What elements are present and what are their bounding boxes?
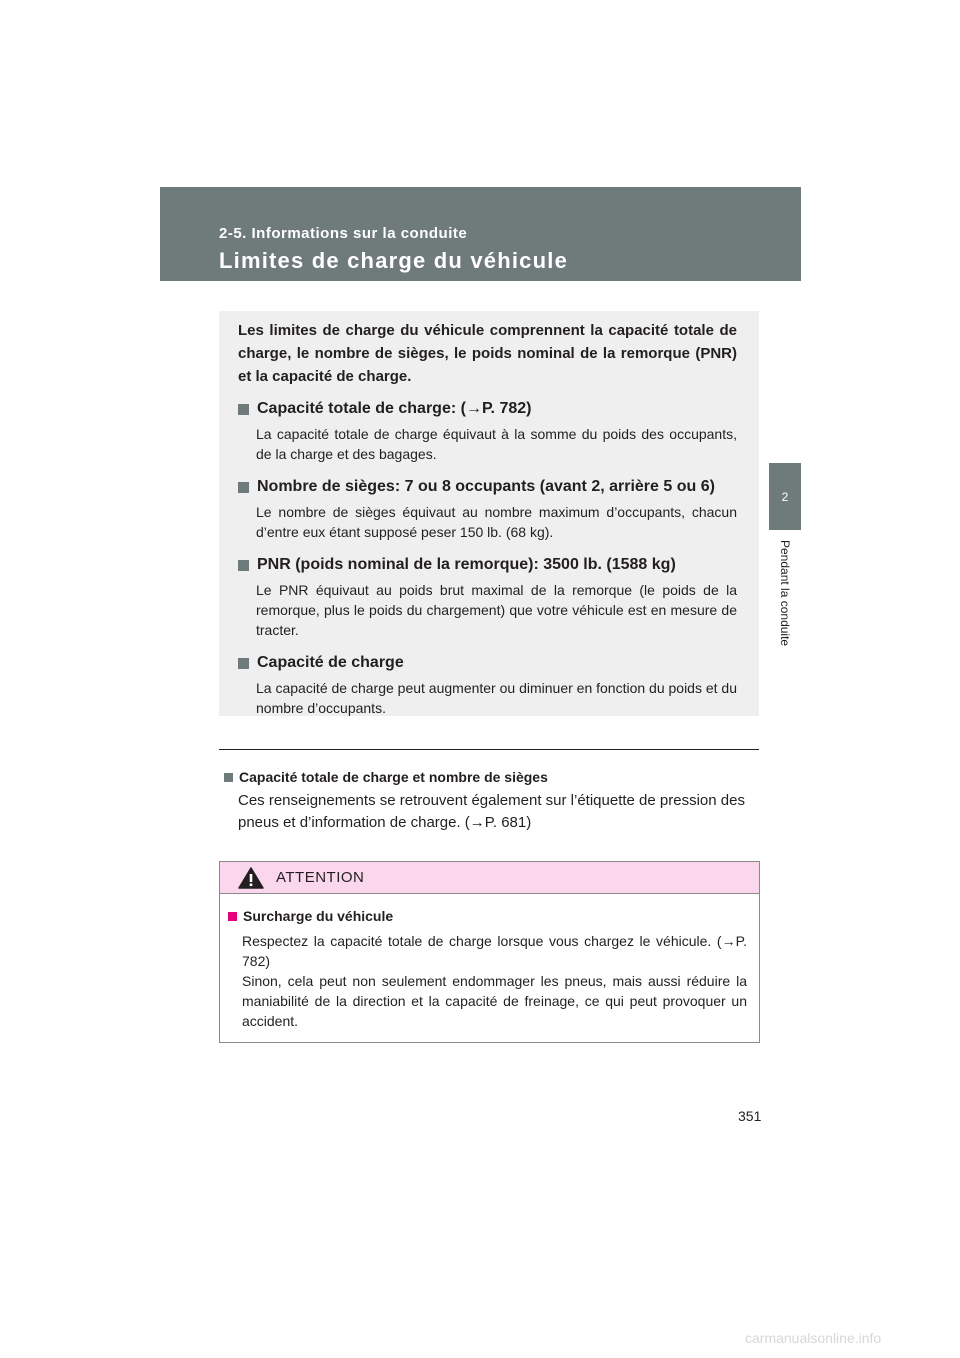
item-body: Le PNR équivaut au poids brut maximal de la remorque (le poids de la remorque, plus le poids du chargement) que votre véhicule est en mesure de tracter.	[256, 582, 737, 638]
summary-item	[238, 398, 737, 464]
note-section	[224, 767, 759, 834]
chapter-number: 2	[781, 489, 789, 504]
divider	[219, 749, 759, 750]
square-bullet-icon	[238, 658, 249, 669]
square-bullet-icon	[238, 560, 249, 571]
item-heading: PNR (poids nominal de la remorque): 3500 lb. (1588 kg)	[257, 556, 676, 573]
summary-intro: Les limites de charge du véhicule comprennent la capacité totale de charge, le nombre de sièges, le poids nominal de la remorque (PNR) et la capacité de charge.	[238, 322, 737, 385]
item-body: La capacité totale de charge équivaut à la somme du poids des occupants, de la charge et des bagages.	[256, 426, 737, 462]
summary-item	[238, 476, 737, 542]
watermark: carmanualsonline.info	[745, 1330, 882, 1346]
item-heading: Nombre de sièges: 7 ou 8 occupants (avant 2, arrière 5 ou 6)	[257, 478, 715, 495]
item-heading: Capacité totale de charge: (→P. 782)	[257, 400, 532, 417]
warning-triangle-icon	[238, 867, 264, 889]
attention-box	[219, 861, 760, 1043]
square-bullet-icon	[238, 482, 249, 493]
chapter-tab[interactable]	[769, 463, 801, 530]
chapter-label: Pendant la conduite	[778, 540, 792, 647]
item-body: La capacité de charge peut augmenter ou diminuer en fonction du poids et du nombre d’occupants.	[256, 680, 737, 716]
square-bullet-icon	[224, 773, 233, 782]
item-body: Le nombre de sièges équivaut au nombre maximum d’occupants, chacun d’entre eux étant supposé peser 150 lb. (68 kg).	[256, 504, 737, 540]
summary-item	[238, 652, 737, 718]
attention-paragraph: Sinon, cela peut non seulement endommager les pneus, mais aussi réduire la maniabilité de la direction et la capacité de freinage, ce qui peut provoquer un accident.	[242, 973, 747, 1029]
attention-title: ATTENTION	[276, 869, 365, 886]
page-number: 351	[738, 1108, 762, 1124]
attention-paragraph: Respectez la capacité totale de charge lorsque vous chargez le véhicule. (→P. 782)	[242, 933, 747, 969]
summary-item	[238, 554, 737, 640]
item-heading: Capacité de charge	[257, 654, 404, 671]
note-heading: Capacité totale de charge et nombre de sièges	[239, 769, 548, 785]
summary-box	[219, 311, 759, 716]
attention-header	[220, 862, 759, 894]
attention-item-heading: Surcharge du véhicule	[243, 908, 394, 924]
attention-body	[242, 931, 747, 1031]
square-bullet-icon	[228, 912, 237, 921]
page-title: Limites de charge du véhicule	[219, 248, 569, 273]
square-bullet-icon	[238, 404, 249, 415]
note-body: Ces renseignements se retrouvent également sur l’étiquette de pression des pneus et d’information de charge. (→P. 681)	[238, 792, 745, 831]
section-label: 2-5. Informations sur la conduite	[219, 225, 468, 242]
